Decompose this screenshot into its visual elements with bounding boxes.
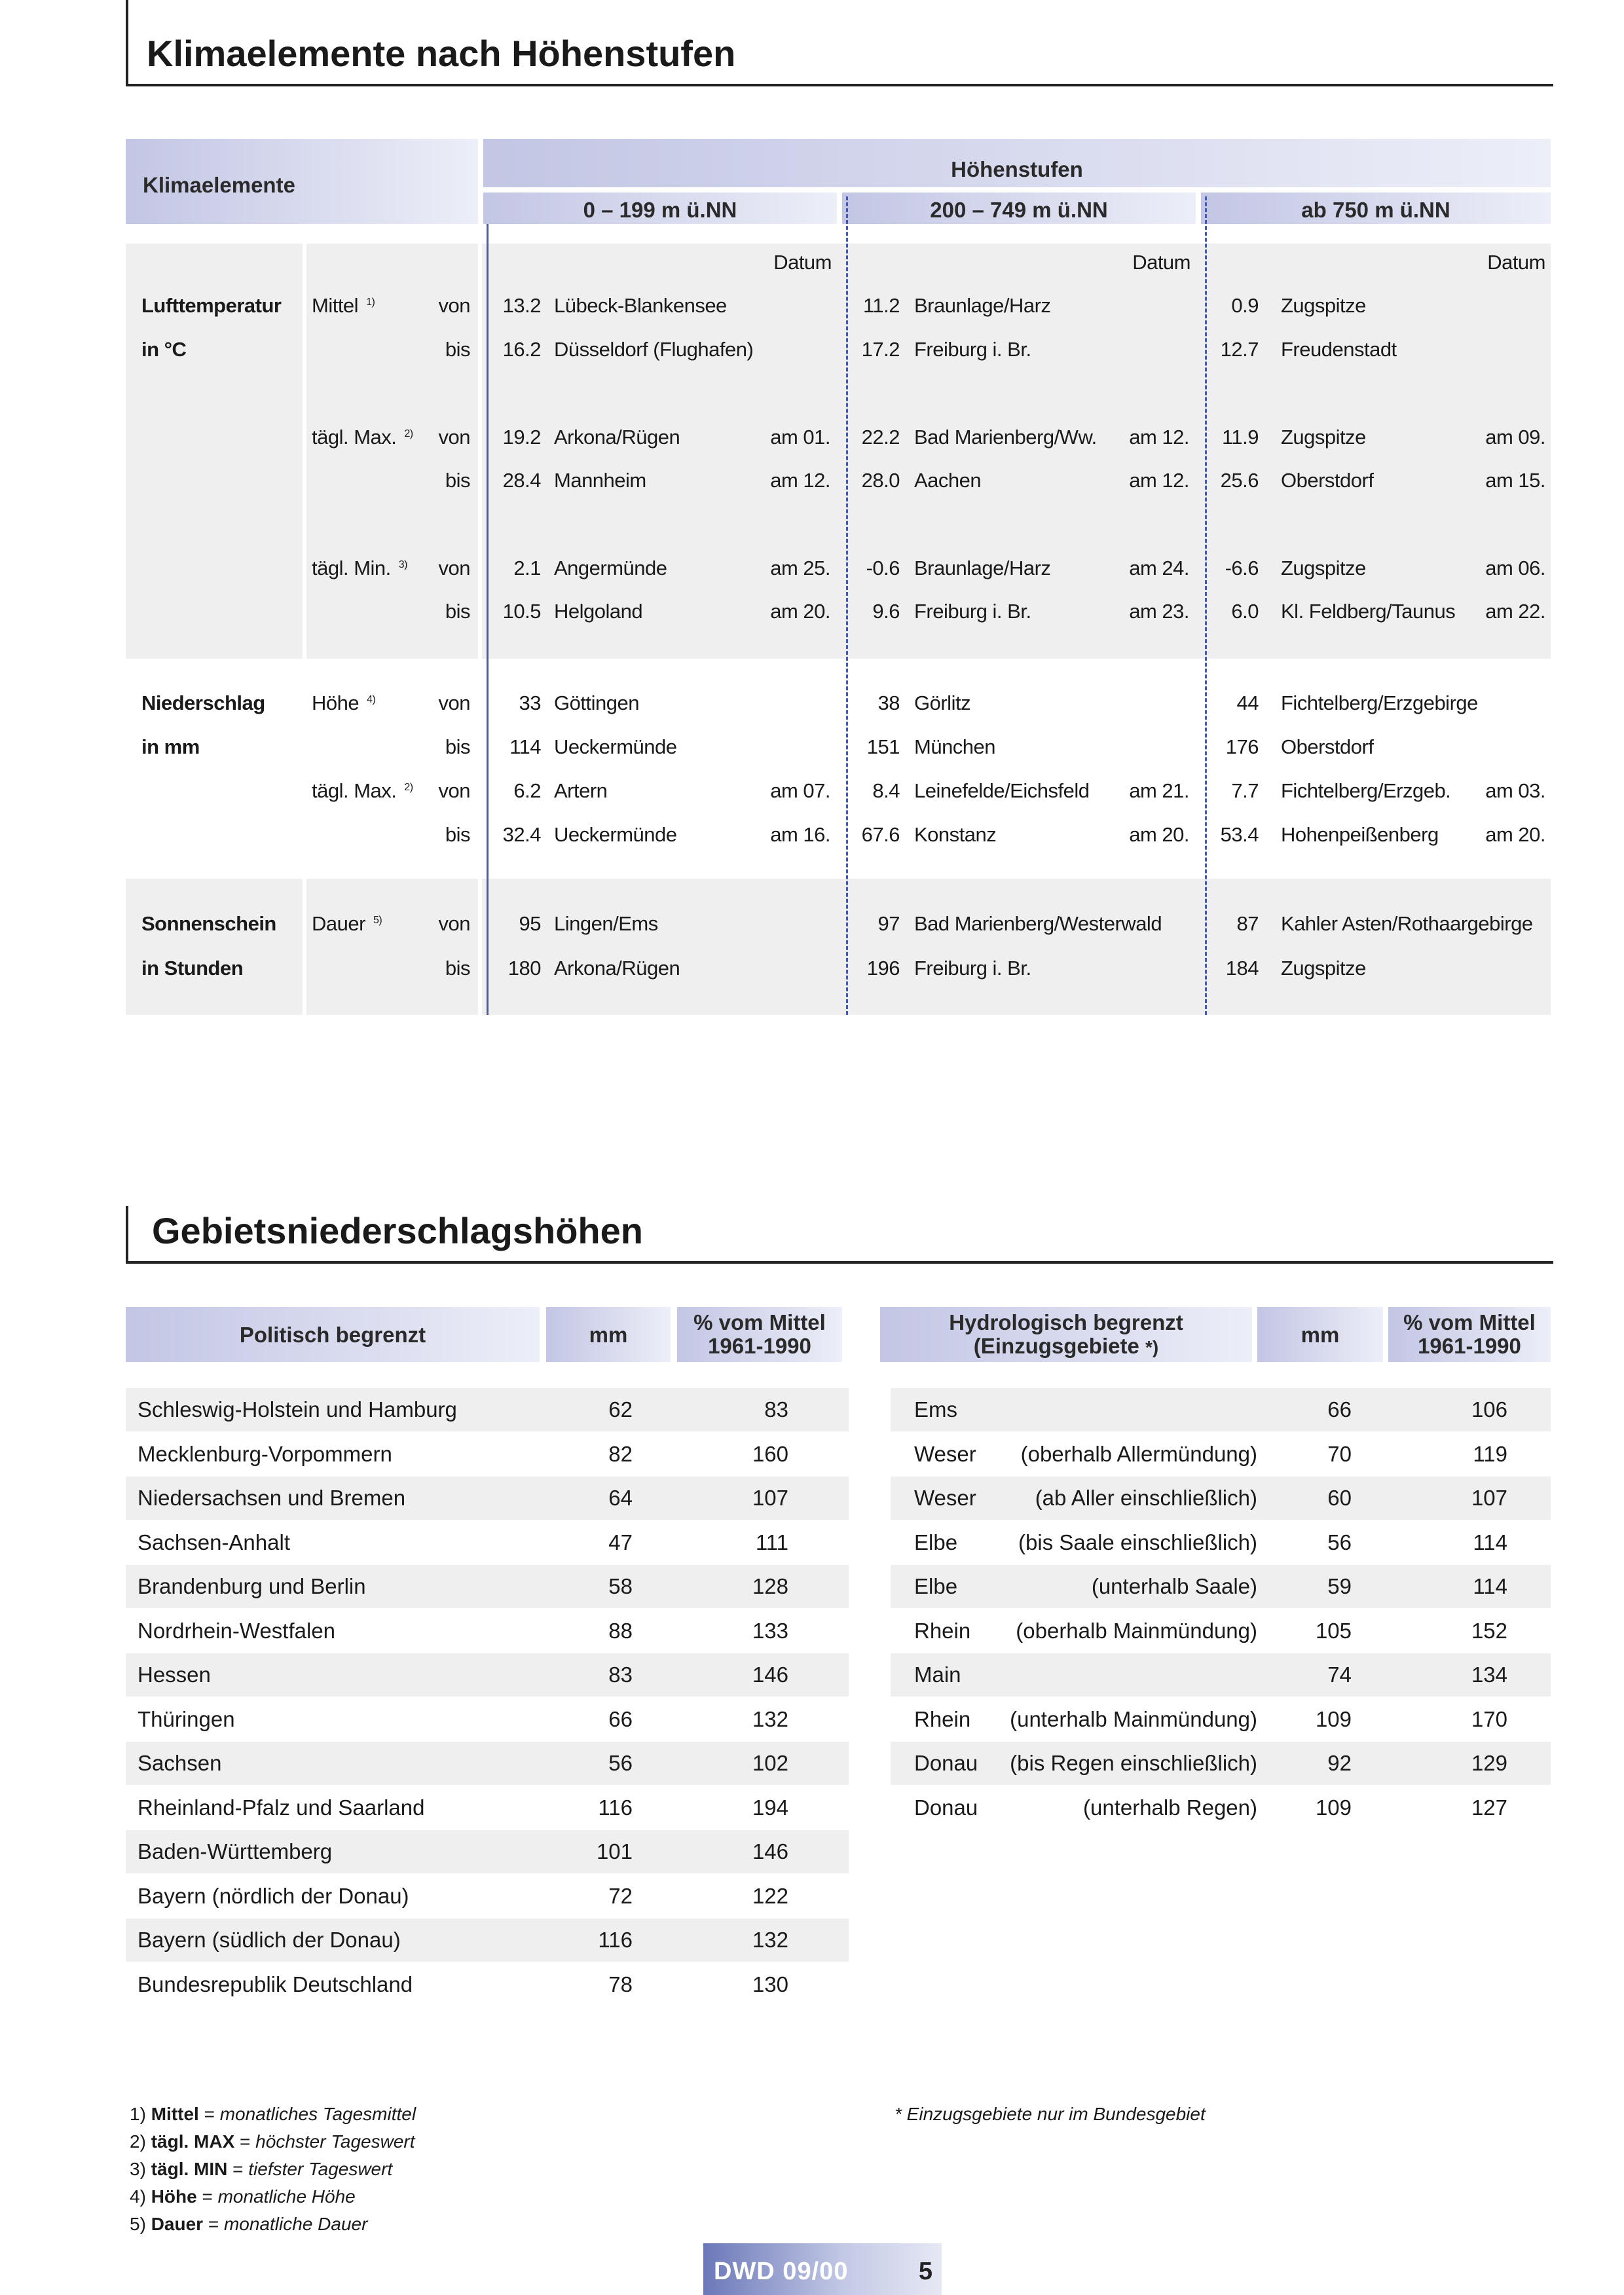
cell-value: 95: [519, 912, 541, 935]
datum-label: Datum: [773, 251, 832, 274]
region-pct: 132: [752, 1706, 788, 1731]
river-section: (bis Saale einschließlich): [1018, 1530, 1257, 1554]
row-von-bis: bis: [445, 823, 470, 846]
cell-station: Oberstdorf: [1281, 735, 1374, 758]
row-subelement: [312, 693, 375, 713]
footnote-desc: monatliche Höhe: [217, 2186, 356, 2207]
cell-station: Zugspitze: [1281, 557, 1366, 579]
row-subelement: [312, 558, 407, 578]
river-mm: 59: [1327, 1574, 1352, 1598]
cell-value: 176: [1225, 735, 1259, 758]
river-pct: 170: [1471, 1706, 1507, 1731]
cell-station: Ueckermünde: [554, 823, 677, 846]
footnote-eq: =: [240, 2131, 251, 2152]
cell-value: -6.6: [1225, 557, 1259, 579]
footnote-eq: =: [202, 2186, 213, 2207]
region-mm: 58: [608, 1574, 633, 1598]
footnote-line: [130, 2133, 415, 2151]
footnote-term: Höhe: [151, 2186, 197, 2207]
cell-value: 22.2: [861, 426, 900, 449]
river-name: Ems: [914, 1397, 957, 1422]
cell-station: Görlitz: [914, 691, 971, 714]
cell-station: Arkona/Rügen: [554, 957, 680, 980]
header-hydrologisch-label-2-text: (Einzugsgebiete: [973, 1334, 1139, 1358]
footnote-line: [130, 2105, 416, 2123]
region-pct: 132: [752, 1928, 788, 1952]
region-name: Rheinland-Pfalz und Saarland: [138, 1795, 425, 1820]
cell-station: Braunlage/Harz: [914, 294, 1051, 317]
header-klimaelemente-label: Klimaelemente: [143, 173, 295, 197]
cell-station: Zugspitze: [1281, 426, 1366, 449]
cell-value: 28.0: [861, 469, 900, 492]
river-mm: 92: [1327, 1751, 1352, 1775]
row-subelement: [312, 295, 375, 316]
cell-date: am 12.: [1129, 426, 1189, 449]
river-pct: 106: [1471, 1397, 1507, 1422]
cell-date: am 25.: [770, 557, 830, 579]
cell-value: 11.9: [1221, 426, 1259, 449]
header-stufe-1-label: 0 – 199 m ü.NN: [583, 198, 737, 222]
group-name: Sonnenschein: [141, 912, 276, 935]
cell-value: 180: [507, 957, 541, 980]
region-mm: 66: [608, 1706, 633, 1731]
river-section: (oberhalb Mainmündung): [1016, 1618, 1257, 1643]
section-heading-klimaelemente: [126, 0, 1553, 86]
river-name: Rhein: [914, 1618, 971, 1643]
cell-station: Hohenpeißenberg: [1281, 823, 1439, 846]
row-subelement: [312, 780, 413, 801]
cell-station: Lingen/Ems: [554, 912, 658, 935]
cell-value: 32.4: [502, 823, 541, 846]
header-pct-label-1: % vom Mittel: [1403, 1310, 1536, 1334]
star-note: [895, 2105, 1206, 2123]
cell-station: Konstanz: [914, 823, 997, 846]
footnote-desc: höchster Tageswert: [255, 2131, 415, 2152]
region-pct: 107: [752, 1486, 788, 1510]
river-mm: 70: [1327, 1441, 1352, 1466]
cell-date: am 20.: [770, 600, 830, 623]
river-pct: 107: [1471, 1486, 1507, 1510]
header-hydrologisch-star: *): [1145, 1337, 1159, 1357]
river-name: Weser: [914, 1441, 976, 1466]
river-name: Donau: [914, 1751, 978, 1775]
star-note-text: * Einzugsgebiete nur im Bundesgebiet: [895, 2104, 1206, 2124]
row-subelement-text: Mittel: [312, 294, 359, 317]
river-name: Donau: [914, 1795, 978, 1820]
row-subelement-text: tägl. Max.: [312, 779, 397, 802]
datum-label: Datum: [1487, 251, 1545, 274]
cell-date: am 12.: [1129, 469, 1189, 492]
river-pct: 152: [1471, 1618, 1507, 1643]
cell-value: 184: [1225, 957, 1259, 980]
region-mm: 116: [598, 1928, 633, 1952]
cell-value: 19.2: [502, 426, 541, 449]
section-title-gebietsniederschlag: Gebietsniederschlagshöhen: [152, 1210, 643, 1251]
river-name: Weser: [914, 1486, 976, 1510]
region-mm: 62: [608, 1397, 633, 1422]
river-mm: 109: [1315, 1706, 1352, 1731]
cell-value: 7.7: [1231, 779, 1259, 802]
river-name: Rhein: [914, 1706, 971, 1731]
river-name: Elbe: [914, 1574, 958, 1598]
header-politisch-label: Politisch begrenzt: [239, 1323, 426, 1347]
region-pct: 146: [752, 1662, 788, 1687]
river-section: (oberhalb Allermündung): [1020, 1441, 1257, 1466]
river-mm: 56: [1327, 1530, 1352, 1554]
region-pct: 160: [752, 1441, 788, 1466]
cell-date: am 21.: [1129, 779, 1189, 802]
cell-date: am 12.: [770, 469, 830, 492]
region-mm: 82: [608, 1441, 633, 1466]
row-von-bis: bis: [445, 735, 470, 758]
header-pct-label-1: % vom Mittel: [693, 1310, 826, 1334]
header-hoehenstufen-label: Höhenstufen: [951, 157, 1083, 181]
row-von-bis: von: [438, 912, 470, 935]
cell-station: Zugspitze: [1281, 957, 1366, 980]
cell-value: 10.5: [502, 600, 541, 623]
region-name: Sachsen-Anhalt: [138, 1530, 290, 1554]
footnote-marker: 1): [366, 296, 375, 308]
footnote-marker: 2): [404, 781, 413, 793]
river-section: (ab Aller einschließlich): [1035, 1486, 1257, 1510]
river-name: Elbe: [914, 1530, 958, 1554]
region-pct: 111: [755, 1530, 788, 1554]
cell-value: 13.2: [502, 294, 541, 317]
row-subelement: [312, 427, 413, 447]
river-section: (bis Regen einschließlich): [1010, 1751, 1257, 1775]
cell-value: 114: [509, 735, 541, 758]
region-name: Baden-Württemberg: [138, 1839, 333, 1864]
footnote-n: 4): [130, 2186, 146, 2207]
cell-station: Freiburg i. Br.: [914, 338, 1031, 361]
cell-value: 33: [519, 691, 541, 714]
footnote-marker: 2): [404, 428, 413, 439]
cell-value: 28.4: [502, 469, 541, 492]
header-stufe-3-label: ab 750 m ü.NN: [1301, 198, 1450, 222]
cell-value: 9.6: [872, 600, 900, 623]
row-von-bis: von: [438, 691, 470, 714]
cell-station: Mannheim: [554, 469, 646, 492]
footnote-n: 5): [130, 2214, 146, 2234]
region-pct: 102: [752, 1751, 788, 1775]
row-von-bis: von: [438, 426, 470, 449]
region-mm: 47: [608, 1530, 633, 1554]
cell-station: Fichtelberg/Erzgeb.: [1281, 779, 1451, 802]
river-mm: 109: [1315, 1795, 1352, 1820]
river-mm: 105: [1315, 1618, 1352, 1643]
footer-label: DWD 09/00: [714, 2258, 849, 2285]
cell-station: Angermünde: [554, 557, 667, 579]
region-name: Schleswig-Holstein und Hamburg: [138, 1397, 457, 1422]
footnote-term: tägl. MAX: [151, 2131, 235, 2152]
cell-station: Bad Marienberg/Ww.: [914, 426, 1097, 449]
column-gap: [303, 244, 306, 1015]
section-title-klimaelemente: Klimaelemente nach Höhenstufen: [147, 33, 736, 74]
cell-station: Düsseldorf (Flughafen): [554, 338, 754, 361]
river-pct: 114: [1473, 1574, 1507, 1598]
cell-date: am 15.: [1485, 469, 1545, 492]
cell-station: Oberstdorf: [1281, 469, 1374, 492]
cell-value: 0.9: [1231, 294, 1259, 317]
region-name: Mecklenburg-Vorpommern: [138, 1441, 392, 1466]
footnote-desc: monatliches Tagesmittel: [219, 2104, 416, 2124]
footnote-marker: 3): [398, 559, 408, 570]
region-name: Sachsen: [138, 1751, 222, 1775]
region-name: Brandenburg und Berlin: [138, 1574, 366, 1598]
row-von-bis: von: [438, 557, 470, 579]
cell-date: am 20.: [1485, 823, 1545, 846]
cell-station: Helgoland: [554, 600, 643, 623]
cell-date: am 22.: [1485, 600, 1545, 623]
row-von-bis: bis: [445, 600, 470, 623]
river-mm: 66: [1327, 1397, 1352, 1422]
region-name: Thüringen: [138, 1706, 235, 1731]
footnote-term: tägl. MIN: [151, 2159, 228, 2179]
cell-value: 196: [866, 957, 900, 980]
cell-value: 16.2: [502, 338, 541, 361]
river-pct: 119: [1473, 1441, 1507, 1466]
cell-station: Bad Marienberg/Westerwald: [914, 912, 1162, 935]
cell-date: am 03.: [1485, 779, 1545, 802]
cell-station: Kahler Asten/Rothaargebirge: [1281, 912, 1533, 935]
cell-value: 44: [1236, 691, 1259, 714]
cell-value: 97: [877, 912, 900, 935]
footnote-line: [130, 2188, 356, 2206]
region-name: Bayern (südlich der Donau): [138, 1928, 401, 1952]
footnote-eq: =: [204, 2104, 215, 2124]
river-section: (unterhalb Mainmündung): [1010, 1706, 1257, 1731]
region-mm: 116: [598, 1795, 633, 1820]
cell-station: München: [914, 735, 996, 758]
river-pct: 129: [1471, 1751, 1507, 1775]
cell-value: 8.4: [872, 779, 900, 802]
cell-value: 151: [866, 735, 900, 758]
row-subelement-text: Dauer: [312, 912, 365, 935]
river-mm: 60: [1327, 1486, 1352, 1510]
cell-value: 53.4: [1220, 823, 1259, 846]
region-pct: 133: [752, 1618, 788, 1643]
header-hydrologisch-label-1: Hydrologisch begrenzt: [949, 1310, 1183, 1334]
footer-badge: [703, 2243, 942, 2295]
cell-station: Freiburg i. Br.: [914, 600, 1031, 623]
cell-station: Lübeck-Blankensee: [554, 294, 727, 317]
river-pct: 114: [1473, 1530, 1507, 1554]
footnote-eq: =: [208, 2214, 219, 2234]
cell-value: 12.7: [1220, 338, 1259, 361]
cell-station: Arkona/Rügen: [554, 426, 680, 449]
cell-station: Fichtelberg/Erzgebirge: [1281, 691, 1478, 714]
cell-value: 11.2: [862, 294, 900, 317]
cell-value: -0.6: [866, 557, 900, 579]
region-mm: 78: [608, 1972, 633, 1996]
row-subelement-text: tägl. Min.: [312, 557, 391, 579]
row-von-bis: bis: [445, 957, 470, 980]
section-heading-gebietsniederschlag: [126, 1206, 1553, 1264]
row-subelement: [312, 913, 382, 934]
cell-value: 87: [1236, 912, 1259, 935]
region-mm: 56: [608, 1751, 633, 1775]
footnote-marker: 4): [367, 693, 376, 705]
header-pct-label-2: 1961-1990: [708, 1334, 811, 1358]
river-section: (unterhalb Saale): [1091, 1574, 1257, 1598]
cell-value: 67.6: [861, 823, 900, 846]
river-pct: 127: [1471, 1795, 1507, 1820]
cell-date: am 06.: [1485, 557, 1545, 579]
river-name: Main: [914, 1662, 961, 1687]
footnote-line: [130, 2215, 367, 2233]
cell-station: Göttingen: [554, 691, 639, 714]
row-von-bis: bis: [445, 338, 470, 361]
datum-label: Datum: [1132, 251, 1190, 274]
group-name: Niederschlag: [141, 691, 265, 714]
region-pct: 128: [752, 1574, 788, 1598]
footnote-n: 1): [130, 2104, 146, 2124]
footnote-n: 2): [130, 2131, 146, 2152]
group-name: Lufttemperatur: [141, 294, 282, 317]
cell-station: Braunlage/Harz: [914, 557, 1051, 579]
footnote-desc: monatliche Dauer: [223, 2214, 368, 2234]
cell-value: 2.1: [513, 557, 541, 579]
cell-station: Freiburg i. Br.: [914, 957, 1031, 980]
cell-station: Zugspitze: [1281, 294, 1366, 317]
cell-station: Kl. Feldberg/Taunus: [1281, 600, 1456, 623]
cell-station: Artern: [554, 779, 608, 802]
region-name: Bayern (nördlich der Donau): [138, 1883, 409, 1908]
header-hydrologisch-label-2: [880, 1334, 1252, 1359]
cell-station: Leinefelde/Eichsfeld: [914, 779, 1090, 802]
footnote-line: [130, 2160, 392, 2178]
river-pct: 134: [1471, 1662, 1507, 1687]
cell-value: 6.0: [1231, 600, 1259, 623]
region-mm: 64: [608, 1486, 633, 1510]
group-unit: in °C: [141, 338, 187, 361]
region-mm: 88: [608, 1618, 633, 1643]
cell-value: 38: [877, 691, 900, 714]
cell-date: am 09.: [1485, 426, 1545, 449]
cell-value: 25.6: [1220, 469, 1259, 492]
region-pct: 194: [752, 1795, 788, 1820]
header-pct-label-2: 1961-1990: [1418, 1334, 1521, 1358]
region-name: Hessen: [138, 1662, 211, 1687]
footnote-eq: =: [232, 2159, 244, 2179]
region-mm: 72: [608, 1883, 633, 1908]
footer-page-number: 5: [918, 2258, 932, 2285]
cell-date: am 20.: [1129, 823, 1189, 846]
region-mm: 101: [596, 1839, 633, 1864]
footnote-term: Mittel: [151, 2104, 199, 2124]
cell-date: am 16.: [770, 823, 830, 846]
cell-value: 17.2: [861, 338, 900, 361]
region-name: Bundesrepublik Deutschland: [138, 1972, 413, 1996]
footnote-n: 3): [130, 2159, 146, 2179]
cell-date: am 01.: [770, 426, 830, 449]
cell-date: am 23.: [1129, 600, 1189, 623]
cell-station: Freudenstadt: [1281, 338, 1397, 361]
region-name: Nordrhein-Westfalen: [138, 1618, 336, 1643]
region-pct: 122: [752, 1883, 788, 1908]
cell-station: Aachen: [914, 469, 982, 492]
header-mm-label: mm: [589, 1323, 628, 1347]
cell-date: am 07.: [770, 779, 830, 802]
header-mm-label: mm: [1301, 1323, 1340, 1347]
row-von-bis: von: [438, 779, 470, 802]
region-pct: 130: [752, 1972, 788, 1996]
region-pct: 146: [752, 1839, 788, 1864]
cell-value: 6.2: [513, 779, 541, 802]
row-subelement-text: Höhe: [312, 691, 360, 714]
cell-date: am 24.: [1129, 557, 1189, 579]
footnote-term: Dauer: [151, 2214, 204, 2234]
group-unit: in Stunden: [141, 957, 244, 980]
region-name: Niedersachsen und Bremen: [138, 1486, 406, 1510]
river-mm: 74: [1327, 1662, 1352, 1687]
region-mm: 83: [608, 1662, 633, 1687]
river-section: (unterhalb Regen): [1083, 1795, 1257, 1820]
band-sonnenschein: [126, 879, 1551, 1015]
row-subelement-text: tägl. Max.: [312, 426, 397, 449]
footnote-desc: tiefster Tageswert: [248, 2159, 393, 2179]
cell-station: Ueckermünde: [554, 735, 677, 758]
row-von-bis: bis: [445, 469, 470, 492]
header-stufe-2-label: 200 – 749 m ü.NN: [930, 198, 1108, 222]
row-von-bis: von: [438, 294, 470, 317]
footnote-marker: 5): [373, 914, 382, 926]
group-unit: in mm: [141, 735, 200, 758]
region-pct: 83: [764, 1397, 788, 1422]
